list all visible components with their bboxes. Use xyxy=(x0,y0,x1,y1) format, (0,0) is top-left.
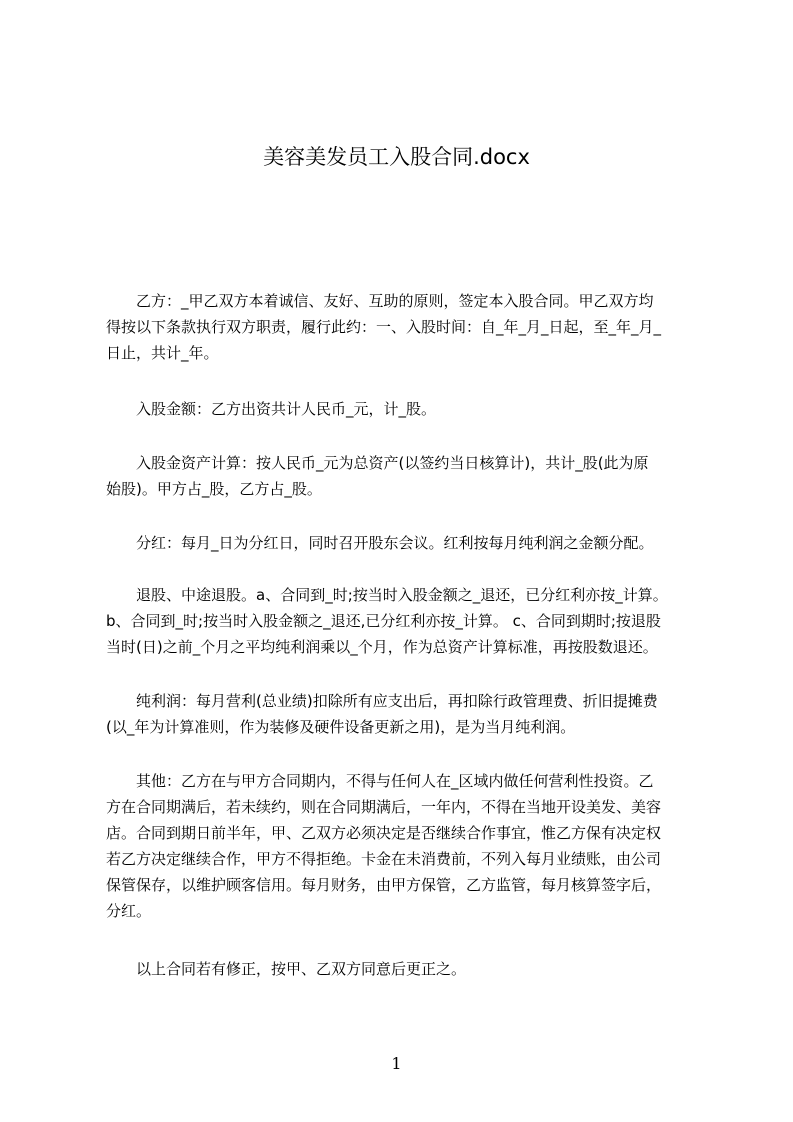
page-number: 1 xyxy=(391,1054,402,1073)
paragraph-amendment xyxy=(106,956,698,982)
text-line: 分红：每月_日为分红日，同时召开股东会议。红利按每月纯利润之金额分配。 xyxy=(136,534,654,552)
text-line: 店。合同到期日前半年，甲、乙双方必须决定是否继续合作事宜，惟乙方保有决定权 xyxy=(106,824,662,842)
text-line: 其他：乙方在与甲方合同期内，不得与任何人在_区域内做任何营利性投资。乙 xyxy=(136,772,654,790)
text-line: 纯利润：每月营利(总业绩)扣除所有应支出后，再扣除行政管理费、折旧提摊费 xyxy=(136,692,658,710)
text-line: 方在合同期满后，若未续约，则在合同期满后，一年内，不得在当地开设美发、美容 xyxy=(106,798,662,816)
text-line: 退股、中途退股。a、合同到_时;按当时入股金额之_退还，已分红利亦按_计算。 xyxy=(136,586,668,604)
text-line: 得按以下条款执行双方职责，履行此约：一、入股时间：自_年_月_日起，至_年_月_ xyxy=(106,318,662,336)
text-line: 入股金额：乙方出资共计人民币_元，计_股。 xyxy=(136,400,437,418)
paragraph-withdrawal xyxy=(106,582,698,660)
text-line: 保管保存，以维护顾客信用。每月财务，由甲方保管，乙方监管，每月核算签字后， xyxy=(106,876,662,894)
text-line: 当时(日)之前_个月之平均纯利润乘以_个月，作为总资产计算标准，再按股数退还。 xyxy=(106,638,658,656)
text-line: 日止，共计_年。 xyxy=(106,344,219,362)
paragraph-investment-amount xyxy=(106,396,698,422)
text-line: 若乙方决定继续合作，甲方不得拒绝。卡金在未消费前，不列入每月业绩账，由公司 xyxy=(106,850,662,868)
text-line: 以上合同若有修正，按甲、乙双方同意后更正之。 xyxy=(136,960,467,978)
paragraph-asset-calculation xyxy=(106,450,698,502)
text-line: b、合同到_时;按当时入股金额之_退还,已分红利亦按_计算。 c、合同到期时;按退股 xyxy=(106,612,661,630)
paragraph-parties xyxy=(106,288,698,366)
document-title: 美容美发员工入股合同.docx xyxy=(263,145,530,169)
text-line: 乙方：_甲乙双方本着诚信、友好、互助的原则，签定本入股合同。甲乙双方均 xyxy=(136,292,654,310)
text-line: 始股)。甲方占_股，乙方占_股。 xyxy=(106,480,322,498)
text-line: 分红。 xyxy=(106,902,152,920)
paragraph-other-terms xyxy=(106,768,698,924)
text-line: (以_年为计算准则，作为装修及硬件设备更新之用)，是为当月纯利润。 xyxy=(106,718,576,736)
paragraph-dividend xyxy=(106,530,698,556)
paragraph-net-profit xyxy=(106,688,698,740)
text-line: 入股金资产计算：按人民币_元为总资产(以签约当日核算计)，共计_股(此为原 xyxy=(136,454,649,472)
